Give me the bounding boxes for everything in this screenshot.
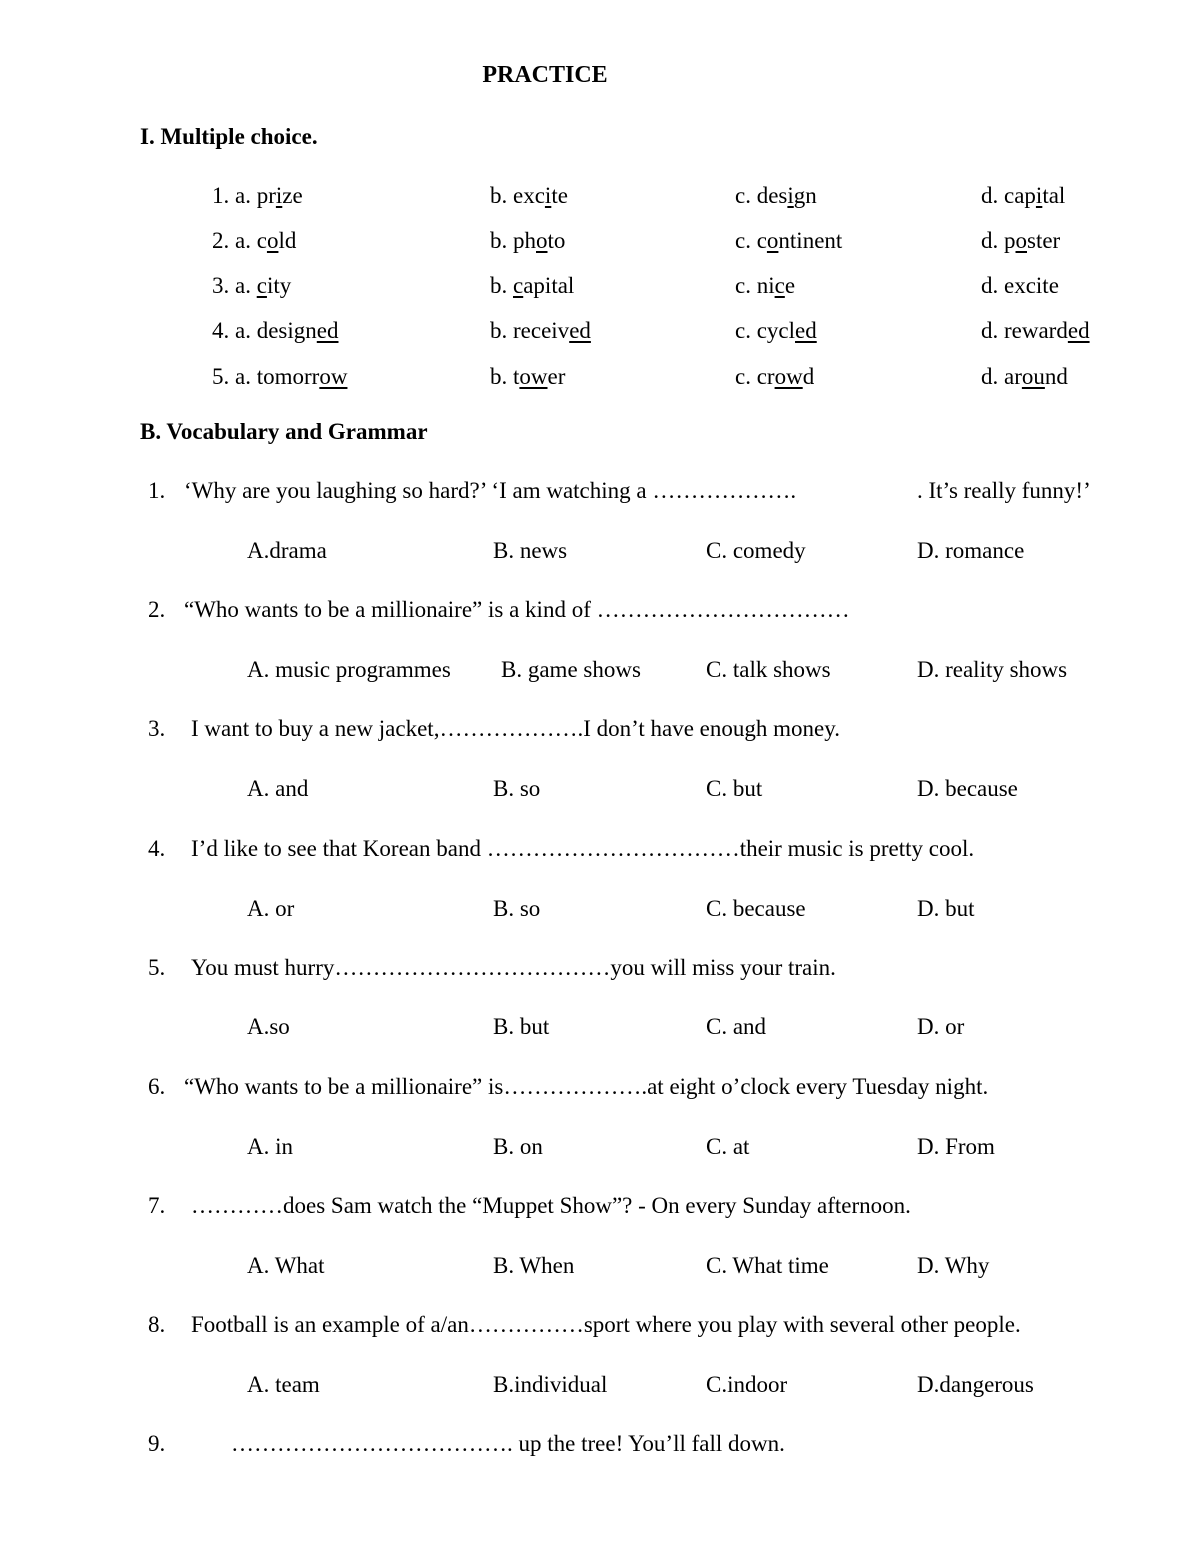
option-a: A. or — [247, 896, 295, 921]
mc-option-b: b. received — [490, 318, 591, 343]
option-c: C. What time — [706, 1253, 829, 1278]
option-a: A. in — [247, 1134, 293, 1159]
mc-option-b: b. capital — [490, 273, 575, 298]
question-number: 6. — [148, 1074, 166, 1099]
mc-option-d: d. around — [981, 364, 1068, 389]
question-stem: ………………………………. up the tree! You’ll fall down. — [231, 1431, 785, 1456]
option-b: B. but — [493, 1014, 550, 1039]
mc-option-d: d. excite — [981, 273, 1059, 298]
mc-option-b: b. photo — [490, 228, 566, 253]
mc-option-a: 1. a. prize — [212, 183, 303, 208]
question-stem: “Who wants to be a millionaire” is a kind of …………………………… — [184, 597, 850, 622]
mc-option-a: 4. a. designed — [212, 318, 339, 343]
option-c: C. but — [706, 776, 763, 801]
option-c: C. comedy — [706, 538, 806, 563]
question-number: 9. — [148, 1431, 166, 1456]
mc-option-c: c. nice — [735, 273, 796, 298]
option-c: C. talk shows — [706, 657, 831, 682]
question-stem: Football is an example of a/an……………sport where you play with several other people. — [191, 1312, 1021, 1337]
mc-option-c: c. cycled — [735, 318, 817, 343]
question-number: 2. — [148, 597, 166, 622]
question-stem: I’d like to see that Korean band ……………………………their music is pretty cool. — [191, 836, 975, 861]
mc-option-a: 5. a. tomorrow — [212, 364, 348, 389]
option-d: D. but — [917, 896, 975, 921]
question-number: 5. — [148, 955, 166, 980]
mc-question-1 — [0, 183, 1200, 213]
question-stem: “Who wants to be a millionaire” is……………….at eight o’clock every Tuesday night. — [184, 1074, 989, 1099]
option-b: B. so — [493, 896, 541, 921]
question-number: 8. — [148, 1312, 166, 1337]
option-a: A. What — [247, 1253, 325, 1278]
mc-option-d: d. rewarded — [981, 318, 1090, 343]
mc-option-c: c. crowd — [735, 364, 815, 389]
option-a: A. music programmes — [247, 657, 451, 682]
option-b: B. so — [493, 776, 541, 801]
question-number: 4. — [148, 836, 166, 861]
mc-option-d: d. capital — [981, 183, 1066, 208]
mc-question-2 — [0, 228, 1200, 258]
question-stem: I want to buy a new jacket,……………….I don’t have enough money. — [191, 716, 840, 741]
option-d: D. or — [917, 1014, 965, 1039]
mc-option-b: b. tower — [490, 364, 566, 389]
option-d: D.dangerous — [917, 1372, 1034, 1397]
mc-question-4 — [0, 318, 1200, 348]
option-a: A. team — [247, 1372, 320, 1397]
option-d: D. reality shows — [917, 657, 1068, 682]
question-number: 7. — [148, 1193, 166, 1218]
mc-option-a: 2. a. cold — [212, 228, 297, 253]
option-a: A.drama — [247, 538, 327, 563]
section-heading-vocabulary-grammar: B. Vocabulary and Grammar — [140, 419, 428, 444]
option-c: C. because — [706, 896, 806, 921]
question-stem: ‘Why are you laughing so hard?’ ‘I am watching a ………………. — [184, 478, 797, 503]
mc-option-c: c. continent — [735, 228, 843, 253]
question-stem: …………does Sam watch the “Muppet Show”? - On every Sunday afternoon. — [191, 1193, 911, 1218]
option-d: D. Why — [917, 1253, 990, 1278]
option-d: D. From — [917, 1134, 995, 1159]
question-number: 1. — [148, 478, 166, 503]
option-b: B. When — [493, 1253, 575, 1278]
option-c: C. at — [706, 1134, 750, 1159]
section-heading-multiple-choice: I. Multiple choice. — [140, 124, 318, 149]
option-c: C.indoor — [706, 1372, 788, 1397]
mc-option-c: c. design — [735, 183, 817, 208]
mc-option-d: d. poster — [981, 228, 1061, 253]
mc-option-a: 3. a. city — [212, 273, 292, 298]
option-d: D. romance — [917, 538, 1025, 563]
option-b: B.individual — [493, 1372, 608, 1397]
option-b: B. game shows — [501, 657, 641, 682]
option-a: A. and — [247, 776, 309, 801]
option-b: B. news — [493, 538, 568, 563]
option-b: B. on — [493, 1134, 543, 1159]
question-number: 3. — [148, 716, 166, 741]
page-title: PRACTICE — [482, 62, 608, 88]
option-c: C. and — [706, 1014, 767, 1039]
mc-question-3 — [0, 273, 1200, 303]
mc-question-5 — [0, 364, 1200, 394]
mc-option-b: b. excite — [490, 183, 568, 208]
option-a: A.so — [247, 1014, 290, 1039]
option-d: D. because — [917, 776, 1018, 801]
question-stem: You must hurry………………………………you will miss your train. — [191, 955, 836, 980]
question-stem-tail: . It’s really funny!’ — [917, 478, 1091, 503]
